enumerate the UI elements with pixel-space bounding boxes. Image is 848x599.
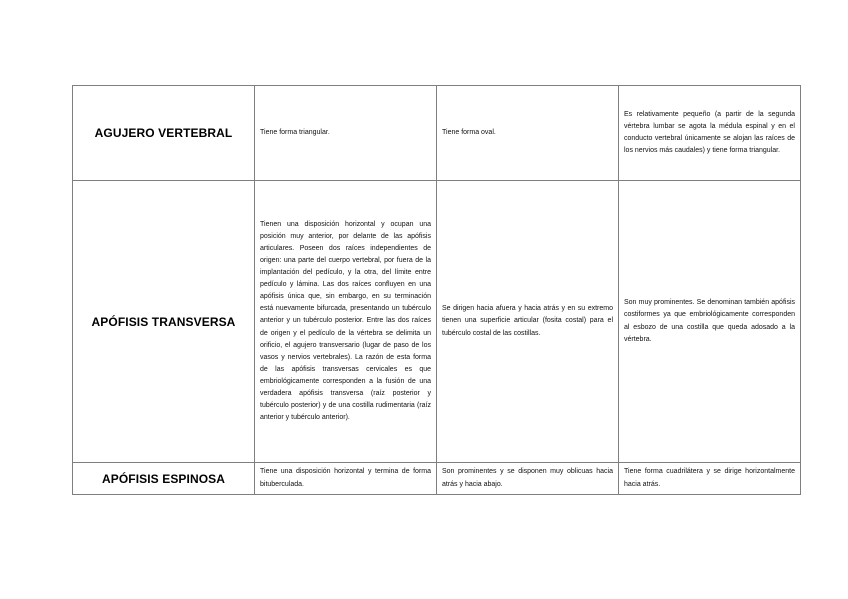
table-cell: Son prominentes y se disponen muy oblicuas hacia atrás y hacia abajo. [437, 463, 619, 495]
table-cell: Tiene forma oval. [437, 86, 619, 181]
table-cell: Tiene forma cuadrilátera y se dirige horizontalmente hacia atrás. [619, 463, 801, 495]
table-cell: Tienen una disposición horizontal y ocupan una posición muy anterior, por delante de las apófisis articulares. Poseen dos raíces independientes de origen: una parte del cuerpo vertebral, por fuera de la implantación del pedículo, y la otra, del límite entre pedículo y lámina. Las dos raíces confluyen en una apófisis única que, sin embargo, en su terminación está nuevamente bifurcada, presentando un tubérculo anterior y un tubérculo posterior. Entre las dos raíces de origen y el pedículo de la vértebra se delimita un orificio, el agujero transversario (lugar de paso de los vasos y nervios vertebrales). La razón de esta forma de las apófisis transversas cervicales es que embriológicamente corresponden a la fusión de una verdadera apófisis transversa (raíz posterior y tubérculo posterior) y de una costilla rudimentaria (raíz anterior y tubérculo anterior). [255, 181, 437, 463]
table-cell: Son muy prominentes. Se denominan también apófisis costiformes ya que embriológicamente corresponden al esbozo de una costilla que queda adosado a la vértebra. [619, 181, 801, 463]
vertebra-comparison-table [72, 85, 801, 495]
table-row [73, 86, 801, 181]
table-cell: Se dirigen hacia afuera y hacia atrás y en su extremo tienen una superficie articular (fosita costal) para el tubérculo costal de las costillas. [437, 181, 619, 463]
row-label-apofisis-espinosa: APÓFISIS ESPINOSA [73, 463, 255, 495]
table-cell: Es relativamente pequeño (a partir de la segunda vértebra lumbar se agota la médula espinal y en el conducto vertebral únicamente se alojan las raíces de los nervios más caudales) y tiene forma triangular. [619, 86, 801, 181]
row-label-agujero-vertebral: AGUJERO VERTEBRAL [73, 86, 255, 181]
table-cell: Tiene una disposición horizontal y termina de forma bituberculada. [255, 463, 437, 495]
table-row [73, 181, 801, 463]
row-label-apofisis-transversa: APÓFISIS TRANSVERSA [73, 181, 255, 463]
table-cell: Tiene forma triangular. [255, 86, 437, 181]
table-row [73, 463, 801, 495]
